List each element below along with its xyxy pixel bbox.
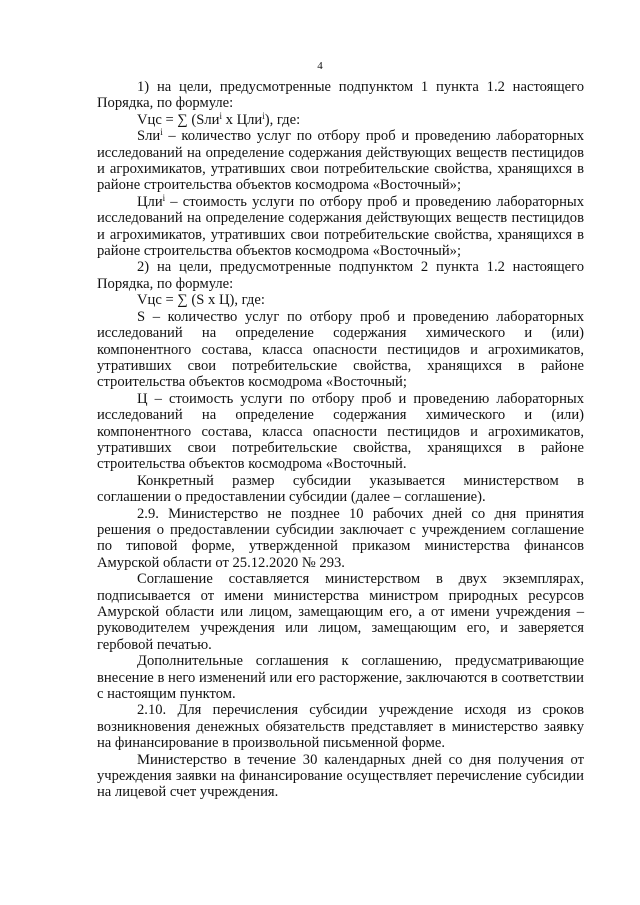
formula-1-part-c: ), где: (264, 111, 301, 128)
formula-1-superscript-2: i (262, 110, 265, 121)
paragraph-additional-agreements: Дополнительные соглашения к соглашению, предусматривающие внесение в него изменений или его расторжение, заключаются в соответствии с настоящим пунктом. (97, 653, 584, 703)
formula-2: Vцс = ∑ (S х Ц), где: (137, 292, 265, 309)
paragraph-purpose-1: 1) на цели, предусмотренные подпунктом 1 пункта 1.2 настоящего Порядка, по формуле: (97, 79, 584, 112)
page-number: 4 (317, 60, 323, 72)
formula-1-part-a: Vцс = ∑ (Sли (137, 111, 220, 128)
definition-s: S – количество услуг по отбору проб и проведению лабораторных исследований на определение содержания химического и (или) компонентного состава, класса опасности пестицидов и агрохимикатов, утративших свои потребительские свойства, хранящихся в районе строительства объектов космодрома «Восточный; (97, 308, 584, 391)
definition-tsli-superscript: i (162, 192, 166, 203)
definition-tsli (97, 194, 584, 260)
formula-1-superscript-1: i (219, 110, 222, 121)
paragraph-subsidy-size: Конкретный размер субсидии указывается министерством в соглашении о предоставлении субсидии (далее – соглашение). (97, 472, 584, 506)
paragraph-agreement: Соглашение составляется министерством в двух экземплярах, подписывается от имени министерства министром природных ресурсов Амурской области или лицом, замещающим его, а от имени учреждения – руководителем учреждения или лицом, замещающим его, и заверяется гербовой печатью. (97, 571, 584, 653)
paragraph-transfer: Министерство в течение 30 календарных дней со дня получения от учреждения заявки на финансирование осуществляет перечисление субсидии на лицевой счет учреждения. (97, 751, 584, 801)
definition-sli (97, 128, 584, 194)
paragraph-2-10: 2.10. Для перечисления субсидии учреждение исходя из сроков возникновения денежных обязательств представляет в министерство заявку на финансирование в произвольной письменной форме. (97, 702, 584, 752)
definition-tsli-term: Цли (137, 193, 163, 210)
document-body (97, 79, 584, 801)
paragraph-2-9: 2.9. Министерство не позднее 10 рабочих дней со дня принятия решения о предоставлении субсидии заключает с учреждением соглашение по типовой форме, утвержденной приказом министерства финансов Амурской области от 25.12.2020 № 293. (97, 505, 584, 571)
formula-1 (97, 112, 584, 128)
definition-sli-term: Sли (137, 128, 161, 145)
definition-tsli-text: – стоимость услуги по отбору проб и проведению лабораторных исследований на определение содержания действующих веществ пестицидов и агрохимикатов, утративших свои потребительские свойства, хранящихся в районе строительства объектов космодрома «Восточный»; (97, 193, 584, 260)
formula-1-part-b: х Цли (222, 111, 263, 128)
definition-sli-superscript: i (160, 127, 163, 138)
definition-ts: Ц – стоимость услуги по отбору проб и проведению лабораторных исследований на определение содержания химического и (или) компонентного состава, класса опасности пестицидов и агрохимикатов, утративших свои потребительские свойства, хранящихся в районе строительства объектов космодрома «Восточный. (97, 390, 584, 473)
definition-sli-text: – количество услуг по отбору проб и проведению лабораторных исследований на определение содержания действующих веществ пестицидов и агрохимикатов, утративших свои потребительские свойства, хранящихся в районе строительства объектов космодрома «Восточный»; (97, 128, 584, 194)
paragraph-purpose-2: 2) на цели, предусмотренные подпунктом 2 пункта 1.2 настоящего Порядка, по формуле: (97, 259, 584, 292)
